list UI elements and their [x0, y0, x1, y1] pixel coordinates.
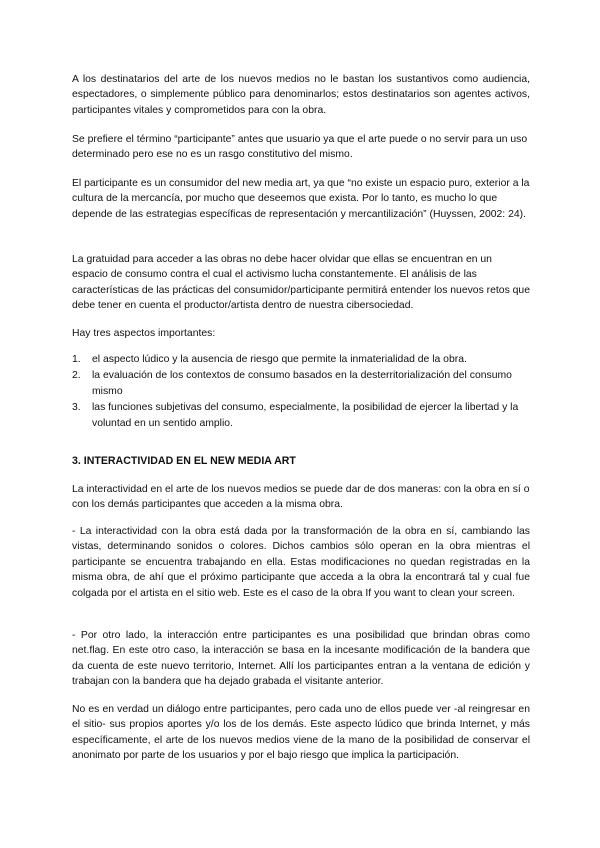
list-item-text: el aspecto lúdico y la ausencia de riesgo que permite la inmaterialidad de la obra. — [92, 354, 467, 365]
list-item-number: 1. — [72, 354, 81, 365]
aspects-list — [72, 352, 530, 432]
section-heading: 3. INTERACTIVIDAD EN EL NEW MEDIA ART — [72, 455, 296, 467]
paragraph-interactividad-intro: La interactividad en el arte de los nuevos medios se puede dar de dos maneras: con la obra en sí o con los demás participantes que acceden a la misma obra. — [72, 484, 530, 511]
list-item — [72, 352, 530, 367]
list-item-number: 2. — [72, 370, 81, 382]
paragraph-consumidor: El participante es un consumidor del new media art, ya que “no existe un espacio puro, exterior a la cultura de la mercancía, por mucho que deseemos que exista. Por lo tanto, es mucho lo que depende de las estrategias específicas de representación y mercantilización” (Huyssen, 2002: 24). — [72, 178, 530, 220]
paragraph-interaccion-participantes: - Por otro lado, la interacción entre participantes es una posibilidad que brindan obras como net.flag. En este otro caso, la interacción se basa en la incesante modificación de la bandera que da cuenta de este nuevo territorio, Internet. Allí los participantes entran a la ventana de edición y trabajan con la bandera que ha dejado grabada el visitante anterior. — [72, 630, 530, 688]
paragraph-interactividad-obra: - La interactividad con la obra está dada por la transformación de la obra en sí, cambiando las vistas, determinando sonidos o colores. Dichos cambios sólo operan en la obra mientras el participante se encuentra trabajando en ella. Estas modificaciones no quedan registradas en la misma obra, de ahí que el próximo participante que acceda a la obra la encontrará tal y cual fue colgada por el artista en el sitio web. Este es el caso de la obra If you want to clean your screen. — [72, 526, 530, 599]
paragraph-participante-term: Se prefiere el término “participante” antes que usuario ya que el arte puede o no servir para un uso determinado pero ese no es un rasgo constitutivo del mismo. — [72, 134, 528, 161]
paragraph-aspectos-intro: Hay tres aspectos importantes: — [72, 328, 216, 339]
list-item — [72, 400, 530, 431]
list-item-text: las funciones subjetivas del consumo, especialmente, la posibilidad de ejercer la libertad y la voluntad en un sentido amplio. — [92, 402, 519, 429]
paragraph-dialogo: No es en verdad un diálogo entre participantes, pero cada uno de ellos puede ver -al reingresar en el sitio- sus propios aportes y/o los de los demás. Este aspecto lúdico que brinda Internet, y más específicamente, el arte de los nuevos medios viene de la mano de la posibilidad de conservar el anonimato por parte de los usuarios y por el bajo riesgo que implica la participación. — [72, 704, 530, 762]
list-item-number: 3. — [72, 402, 81, 414]
list-item-text: la evaluación de los contextos de consumo basados en la desterritorialización del consumo mismo — [92, 370, 512, 397]
list-item — [72, 368, 530, 399]
paragraph-destinatarios: A los destinatarios del arte de los nuevos medios no le bastan los sustantivos como audiencia, espectadores, o simplemente público para denominarlos; estos destinatarios son agentes activos, participantes vitales y comprometidos para con la obra. — [72, 74, 530, 116]
paragraph-gratuidad: La gratuidad para acceder a las obras no debe hacer olvidar que ellas se encuentran en un espacio de consumo contra el cual el activismo lucha constantemente. El análisis de las características de las prácticas del consumidor/participante permitirá entender los nuevos retos que debe tener en cuenta el productor/artista dentro de nuestra cibersociedad. — [72, 254, 530, 312]
